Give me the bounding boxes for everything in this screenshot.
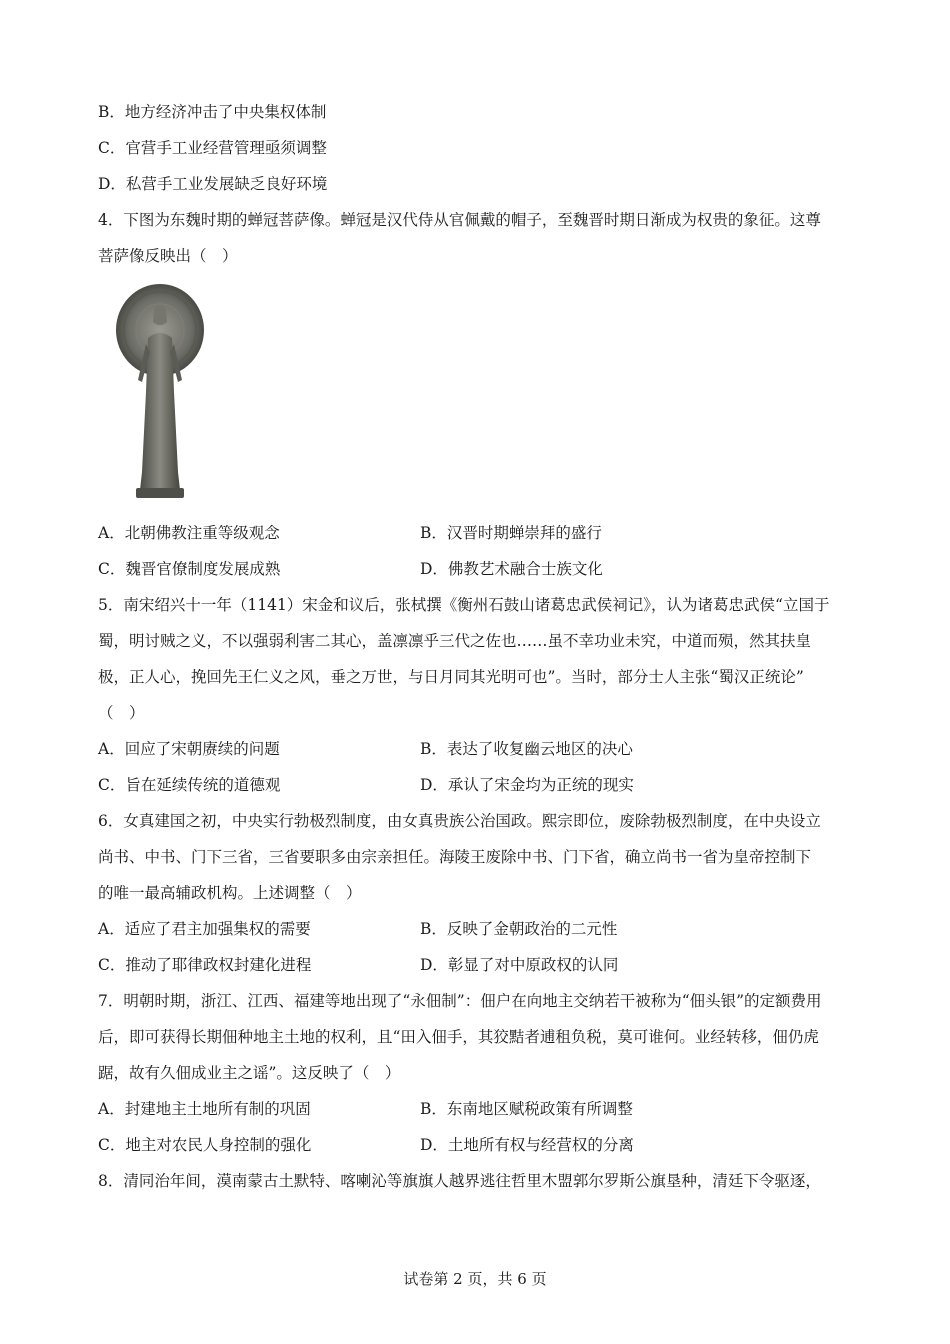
q4-stem-line1: 4．下图为东魏时期的蝉冠菩萨像。蝉冠是汉代侍从官佩戴的帽子，至魏晋时期日渐成为权贵的象征。这尊: [98, 211, 821, 229]
q4-stem-line2: 菩萨像反映出（ ）: [98, 247, 238, 265]
q7-stem-line3: 踞，故有久佃成业主之谣”。这反映了（ ）: [98, 1064, 401, 1082]
q4-option-b: B．汉晋时期蝉崇拜的盛行: [420, 524, 602, 542]
q6-option-d: D．彰显了对中原政权的认同: [420, 956, 619, 974]
q5-stem-line2: 蜀，明讨贼之义，不以强弱利害二其心，盖凛凛乎三代之佐也……虽不幸功业未究，中道而殒，然其扶皇: [98, 632, 812, 650]
q6-option-a: A．适应了君主加强集权的需要: [98, 920, 311, 938]
q5-stem-line3: 极，正人心，挽回先王仁义之风，垂之万世，与日月同其光明可也”。当时，部分士人主张“蜀汉正统论”: [98, 668, 804, 686]
page-footer: 试卷第 2 页，共 6 页: [403, 1270, 547, 1288]
q3-option-c: C．官营手工业经营管理亟须调整: [98, 139, 327, 157]
bodhisattva-statue-image: [114, 282, 206, 500]
q7-option-b: B．东南地区赋税政策有所调整: [420, 1100, 633, 1118]
q8-stem-line1: 8．清同治年间，漠南蒙古土默特、喀喇沁等旗旗人越界逃往哲里木盟郭尔罗斯公旗垦种，清廷下令驱逐，: [98, 1172, 821, 1190]
q6-stem-line1: 6．女真建国之初，中央实行勃极烈制度，由女真贵族公治国政。熙宗即位，废除勃极烈制度，在中央设立: [98, 812, 821, 830]
q6-option-b: B．反映了金朝政治的二元性: [420, 920, 618, 938]
q6-stem-line2: 尚书、中书、门下三省，三省要职多由宗亲担任。海陵王废除中书、门下省，确立尚书一省为皇帝控制下: [98, 848, 812, 866]
q5-stem-line4: （ ）: [98, 704, 145, 722]
q7-stem-line2: 后，即可获得长期佃种地主土地的权利，且“田入佃手，其狡黠者逋租负税，莫可谁何。业经转移，佃仍虎: [98, 1028, 819, 1046]
q6-option-c: C．推动了耶律政权封建化进程: [98, 956, 312, 974]
q7-option-c: C．地主对农民人身控制的强化: [98, 1136, 312, 1154]
q7-option-d: D．土地所有权与经营权的分离: [420, 1136, 634, 1154]
q7-stem-line1: 7．明朝时期，浙江、江西、福建等地出现了“永佃制”：佃户在向地主交纳若干被称为“佃头银”的定额费用: [98, 992, 822, 1010]
q3-option-b: B．地方经济冲击了中央集权体制: [98, 103, 327, 121]
q4-option-c: C．魏晋官僚制度发展成熟: [98, 560, 281, 578]
q4-option-d: D．佛教艺术融合士族文化: [420, 560, 603, 578]
q3-option-d: D．私营手工业发展缺乏良好环境: [98, 175, 328, 193]
q6-stem-line3: 的唯一最高辅政机构。上述调整（ ）: [98, 884, 362, 902]
q5-stem-line1: 5．南宋绍兴十一年（1141）宋金和议后，张栻撰《衡州石鼓山诸葛忠武侯祠记》，认为诸葛忠武侯“立国于: [98, 596, 830, 614]
q4-option-a: A．北朝佛教注重等级观念: [98, 524, 280, 542]
q5-option-b: B．表达了收复幽云地区的决心: [420, 740, 633, 758]
q5-option-d: D．承认了宋金均为正统的现实: [420, 776, 634, 794]
q5-option-a: A．回应了宋朝赓续的问题: [98, 740, 280, 758]
q5-option-c: C．旨在延续传统的道德观: [98, 776, 281, 794]
q7-option-a: A．封建地主土地所有制的巩固: [98, 1100, 311, 1118]
